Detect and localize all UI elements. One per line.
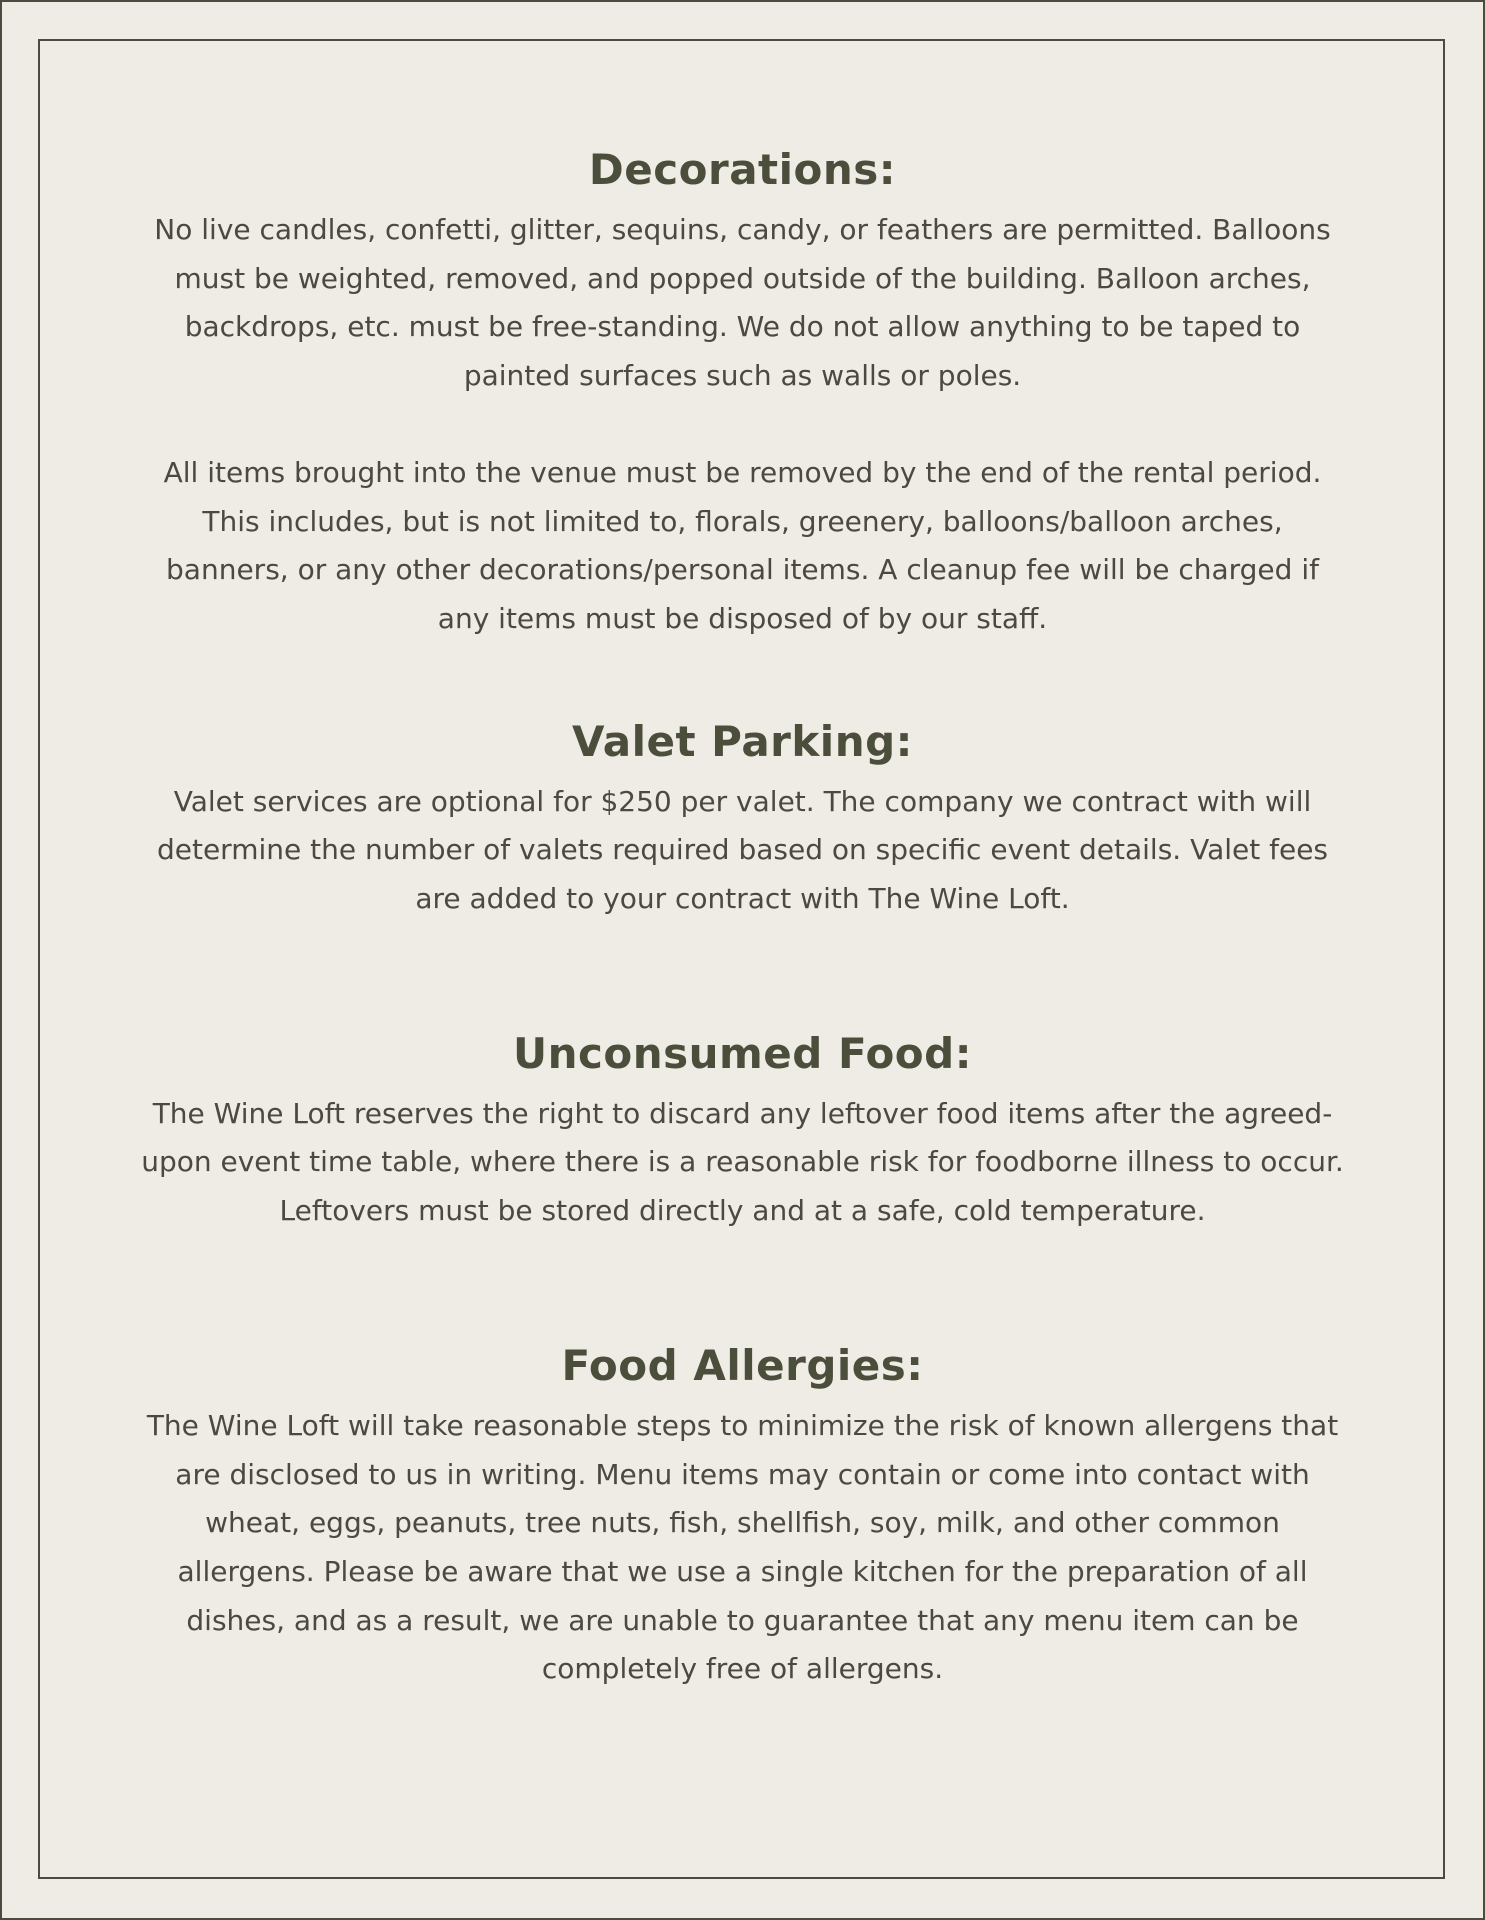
valet-parking-section	[100, 717, 1385, 924]
decorations-paragraph-2: All items brought into the venue must be removed by the end of the rental period. This includes, but is not limited to, florals, greenery, balloons/balloon arches, banners, or any other decorations/personal items. A cleanup fee will be charged if any items must be disposed of by our staff.	[163, 455, 1322, 635]
policy-content	[100, 100, 1385, 1694]
unconsumed-food-title: Unconsumed Food:	[512, 1028, 973, 1078]
valet-parking-paragraph: Valet services are optional for $250 per valet. The company we contract with will determine the number of valets required based on specific event details. Valet fees are added to your contract with The Wine Loft.	[156, 784, 1329, 916]
decorations-title: Decorations:	[588, 145, 897, 194]
unconsumed-food-section	[100, 1029, 1385, 1236]
unconsumed-food-paragraph: The Wine Loft reserves the right to discard any leftover food items after the agreed-upon event time table, where there is a reasonable risk for foodborne illness to occur. Leftovers must be stored directly and at a safe, cold temperature.	[141, 1096, 1344, 1228]
decorations-paragraph-1: No live candles, confetti, glitter, sequins, candy, or feathers are permitted. Balloons must be weighted, removed, and popped outside of the building. Balloon arches, backdrops, etc. must be free-standing. We do not allow anything to be taped to painted surfaces such as walls or poles.	[154, 213, 1331, 393]
valet-parking-title: Valet Parking:	[572, 716, 913, 766]
food-allergies-section	[100, 1341, 1385, 1694]
food-allergies-title: Food Allergies:	[561, 1340, 924, 1390]
decorations-section	[100, 145, 1385, 644]
food-allergies-paragraph: The Wine Loft will take reasonable steps to minimize the risk of known allergens that are disclosed to us in writing. Menu items may contain or come into contact with wheat, eggs, peanuts, tree nuts, fish, shellfish, soy, milk, and other common allergens. Please be aware that we use a single kitchen for the preparation of all dishes, and as a result, we are unable to guarantee that any menu item can be completely free of allergens.	[146, 1408, 1339, 1686]
